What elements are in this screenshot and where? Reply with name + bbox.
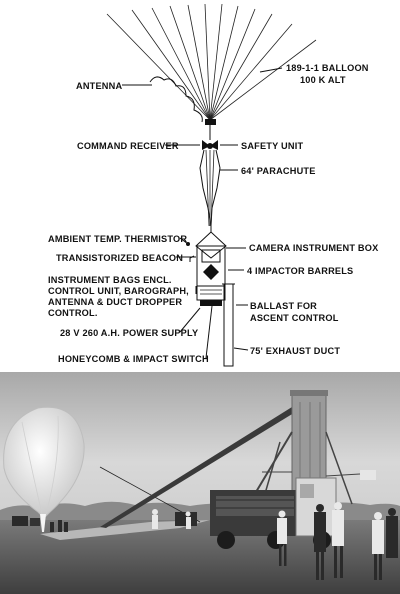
label-beacon: TRANSISTORIZED BEACON	[56, 253, 184, 263]
label-ballast-line2: ASCENT CONTROL	[250, 313, 339, 323]
label-ballast-line1: BALLAST FOR	[250, 301, 318, 311]
label-command-receiver: COMMAND RECEIVER	[77, 141, 179, 151]
exhaust-duct	[222, 284, 235, 366]
command-receiver-unit	[202, 140, 218, 150]
label-impactor: 4 IMPACTOR BARRELS	[247, 266, 354, 276]
distant-car-1	[12, 516, 28, 526]
distant-car-2	[30, 518, 40, 526]
balloon-fitting	[205, 119, 216, 125]
label-balloon-line1: 189-1-1 BALLOON	[286, 63, 369, 73]
label-duct: 75' EXHAUST DUCT	[250, 346, 341, 356]
label-bags-line4: CONTROL.	[48, 308, 98, 318]
label-power: 28 V 260 A.H. POWER SUPPLY	[60, 328, 199, 338]
label-antenna: ANTENNA	[76, 81, 123, 91]
camera-instrument-box	[196, 226, 226, 306]
label-honeycomb: HONEYCOMB & IMPACT SWITCH	[58, 354, 209, 364]
label-balloon-line2: 100 K ALT	[300, 75, 346, 85]
label-parachute: 64' PARACHUTE	[241, 166, 316, 176]
balloon-shroud-lines	[107, 4, 316, 120]
label-bags-line3: ANTENNA & DUCT DROPPER	[48, 297, 183, 307]
label-thermistor: AMBIENT TEMP. THERMISTOR	[48, 234, 188, 244]
launch-photo	[0, 372, 400, 594]
antenna-shape	[150, 77, 202, 122]
label-bags-line2: CONTROL UNIT, BAROGRAPH,	[48, 286, 189, 296]
label-bags-line1: INSTRUMENT BAGS ENCL.	[48, 275, 172, 285]
label-safety-unit: SAFETY UNIT	[241, 141, 304, 151]
parachute-shape	[200, 150, 220, 226]
label-camera-box: CAMERA INSTRUMENT BOX	[249, 243, 379, 253]
